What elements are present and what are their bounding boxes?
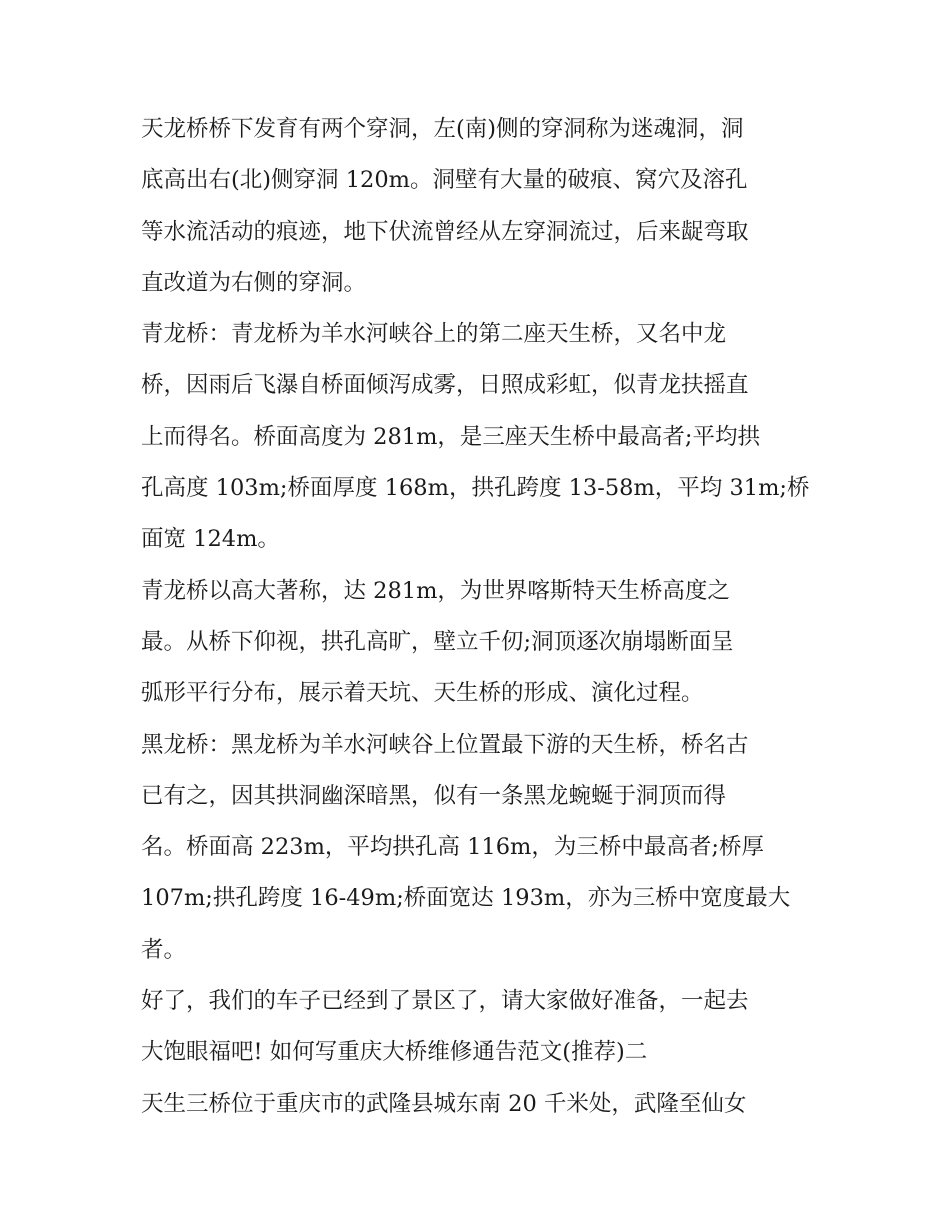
text-line: 青龙桥：青龙桥为羊水河峡谷上的第二座天生桥，又名中龙 xyxy=(141,321,727,348)
text-line: 最。从桥下仰视，拱孔高旷，壁立千仞;洞顶逐次崩塌断面呈 xyxy=(141,628,734,655)
text-line: 青龙桥以高大著称，达 281m，为世界喀斯特天生桥高度之 xyxy=(141,577,730,604)
text-line: 等水流活动的痕迹，地下伏流曾经从左穿洞流过，后来龊弯取 xyxy=(141,218,749,245)
text-line: 底高出右(北)侧穿洞 120m。洞壁有大量的破痕、窝穴及溶孔 xyxy=(141,167,748,194)
text-line: 黑龙桥：黑龙桥为羊水河峡谷上位置最下游的天生桥，桥名古 xyxy=(141,731,749,758)
text-line: 已有之，因其拱洞幽深暗黑，似有一条黑龙蜿蜒于洞顶而得 xyxy=(141,782,727,809)
text-line: 天生三桥位于重庆市的武隆县城东南 20 千米处，武隆至仙女 xyxy=(141,1090,747,1117)
text-line: 桥，因雨后飞瀑自桥面倾泻成雾，日照成彩虹，似青龙扶摇直 xyxy=(141,372,749,399)
text-line: 107m;拱孔跨度 16-49m;桥面宽达 193m，亦为三桥中宽度最大 xyxy=(141,885,791,912)
text-line: 孔高度 103m;桥面厚度 168m，拱孔跨度 13-58m，平均 31m;桥 xyxy=(141,475,810,502)
text-line: 面宽 124m。 xyxy=(141,526,280,553)
document-body xyxy=(141,104,821,1130)
text-line: 上而得名。桥面高度为 281m，是三座天生桥中最高者;平均拱 xyxy=(141,423,761,450)
text-line: 天龙桥桥下发育有两个穿洞，左(南)侧的穿洞称为迷魂洞，洞 xyxy=(141,116,744,142)
text-line: 大饱眼福吧! 如何写重庆大桥维修通告范文(推荐)二 xyxy=(141,1039,648,1066)
text-line: 好了，我们的车子已经到了景区了，请大家做好准备，一起去 xyxy=(141,988,749,1015)
text-line: 名。桥面高 223m，平均拱孔高 116m，为三桥中最高者;桥厚 xyxy=(141,834,764,861)
text-line: 直改道为右侧的穿洞。 xyxy=(141,269,367,296)
text-line: 弧形平行分布，展示着天坑、天生桥的形成、演化过程。 xyxy=(141,680,704,707)
text-line: 者。 xyxy=(141,936,187,963)
